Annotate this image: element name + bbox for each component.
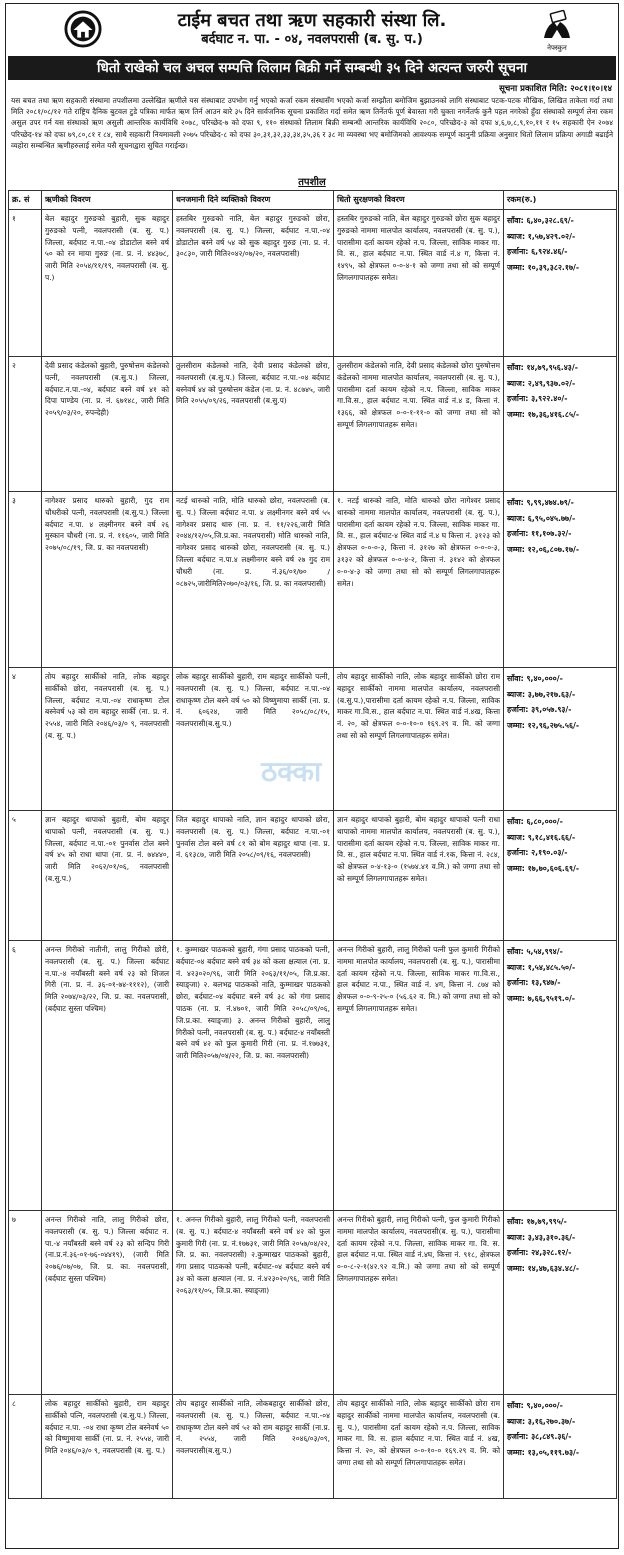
notice-header [6,4,618,56]
row-borrower: नागेश्वर प्रसाद थारुको बुहारी, गुद राम चौधरीको पत्नी, नवलपरासी (ब.सु.प.) जिल्ला बर्दघाट न.पा. ४ लक्ष्मीनगर बस्ने वर्ष २६ मुस्कान चौधरी (ना. प्र. नं. ११६०५, जारी मिति २०७५/०८/१९, जि. प्र. का नवलपरासी) [42,492,173,668]
notice-banner: धितो राखेको चल अचल सम्पत्ति लिलाम बिक्री गर्ने सम्बन्धी ३५ दिने अत्यन्त जरुरी सूचना [8,56,616,80]
amount-interest: ब्याज: ९,१८,४१६.६६/- [507,832,576,842]
amount-interest: ब्याज: ३,१६,२७०.३७/- [507,1416,576,1426]
amount-total: जम्मा: १२,०६,८०७.१७/- [507,544,580,554]
row-guarantor: जित बहादुर थापाको नाति, ज्ञान बहादुर थापाको छोरा, नवलपरासी (ब. सु. प.) जिल्ला, बर्दघाट न.पा.-०१ पुनर्वास टोल बस्ने वर्ष ८१ को बोम बहादुर थापा (ना. प्र. नं. ६१३८७, जारी मिति २०५८/०९/१६, नवलपरासी) [173,811,334,941]
nefscun-caption: नेफ्स्कुन [547,44,567,52]
amount-penalty: हर्जाना: १३,९४७/- [507,978,561,987]
amount-principal: साँवा: ९,९९,४७४.७९/- [507,498,574,507]
table-header-row [9,191,617,210]
row-borrower: देवी प्रसाद कंडेलको बुहारी, पुरुषोत्तम कंडेलको पत्नी, नवलपरासी (ब.सु.प.) जिल्ला, बर्दघाट.न.पा.-०४, बर्दघाट बस्ने वर्ष ४१ को दिपा पाण्डेय (ना. प्र. नं. ६७१४८, जारी मिति २०५९/०३/२०, रुपन्देही) [42,357,173,492]
table-row [9,1395,617,1499]
amount-penalty: हर्जाना: २,१९०.०३/- [507,848,568,857]
row-guarantor: १. अनन्त गिरीको बुहारी, लालु गिरीको पत्नी, नवलपरासी (ब. सु. प.) बर्दघाट-४ नयाँबस्ती बस्ने वर्ष ४२ को फुल कुमारी गिरी (ना. प्र. नं.१७७३१, जारी मिति २०५७/०४/२२, जि. प्र. का. नवलपरासी) २.कुम्माखर पाठकको बुहारी, गंगा प्रसाद पाठकको पत्नी, बर्दघाट-०४ बर्दघाट बस्ने वर्ष ३४ को कला क्षत्याल (ना. प्र. नं.४२३०२०/९६, जारी मिति २०६३/११/०५, जि.प्र.का. स्याङ्जा) [173,1211,334,1395]
row-collateral: १. नटई थारुको नाति, मोति थारुको छोरा नागेश्वर प्रसाद थारुको नाममा मालपोत कार्यालय, नवलपरासी (ब. सु. प.), पारासीमा दर्ता कायम रहेको न.प. जिल्ला, साविक माकर गा. वि. स., हाल बर्दघाट-४ स्थित वार्ड नं.४ घ कित्ता नं. ३१२३ को क्षेत्रफल ०-०-०-३, कित्ता नं. ३१२७ को क्षेत्रफल ०-०-०-३, ३१३२ को क्षेत्रफल ०-०-४-२, कित्ता नं. ३१४२ को क्षेत्रफल ०-०-४-३ को जग्गा तथा सो को सम्पूर्ण लिगलगापातहरू समेत। [334,492,504,668]
table-row [9,492,617,668]
row-amounts [504,1211,617,1395]
row-collateral: अनन्त गिरीको बुहारी, लालु गिरीको पत्नी फुल कुमारी गिरीको नाममा मालपोत कार्यालय, नवलपरासी (ब. सु. प.), पारासीमा दर्ता कायम रहेको न.प. जिल्ला, साविक माकर गा.वि.स., हाल बर्दघाट न.पा., स्थित वार्ड नं. ४ग, कित्ता नं. ८७४ को क्षेत्रफल ०-०-९-२५-० (५६.६२ व. मि.) को जग्गा तथा सो को सम्पूर्ण लिगलगापातहरू समेत। [334,941,504,1211]
row-guarantor: १. कुम्माखर पाठकको बुहारी, गंगा प्रसाद पाठकको पत्नी, बर्दघाट-०४ बर्दघाट बस्ने वर्ष ३४ को कला क्षत्याल (ना. प्र. नं. ४२३०२०/९६, जारी मिति २०६३/११/०५, जि.प्र.का. स्याङ्जा) २. बलभद्र पाठकको नाति, कुम्माखर पाठकको छोरा, बर्दघाट-०४ बर्दघाट बस्ने वर्ष ३८ को गंगा प्रसाद पाठक (ना. प्र. नं.४७०१, जारी मिति २०५८/०९/०६, जि.प्र.का. स्याङ्जा) ३. अनन्त गिरीको बुहारी, लालु गिरीको पत्नी, नवलपरासी (ब. सु. प.) बर्दघाट-४ नयाँबस्ती बस्ने वर्ष ४२ को फुल कुमारी गिरी (ना. प्र. नं.१७७३१, जारी मिति२०५७/०४/२२, जि. प्र. का. नवलपरासी) [173,941,334,1211]
row-amounts [504,1395,617,1499]
row-collateral: तोय बहादुर सार्कीको नाति, लोक बहादुर सार्कीको छोरा राम बहादुर सार्कीको नाममा मालपोत कार्यालय, नवलपरासी (ब.सु.प.),पारासीमा दर्ता कायम रहेको न.प. जिल्ला, साविक माकर गा.वि.स., हाल बर्दघाट न.पा. स्थित वार्ड नं.४ख, कित्ता नं. २०, को क्षेत्रफल ०-०-१०-० १६९.२९ व. मि. को जग्गा तथा सो को सम्पूर्ण लिगलगापातहरू समेत। [334,668,504,811]
col-header-collateral: धितो सुरक्षणको विवरण [334,191,504,210]
col-header-sn: क्र. सं [9,191,42,210]
amount-principal: साँवा: ५,५४,९९४/- [507,947,563,956]
row-amounts [504,210,617,357]
table-row [9,811,617,941]
row-borrower: अनन्त गिरीको नातीनी, लालु गिरीको छोरी, नवलपरासी (ब. सु. प.) जिल्ला बर्दघाट न.पा.-४ नयाँबस्ती बस्ने वर्ष २३ को शिजल गिरी (ना. प्र. नं. ३६-०१-७४-१११२), (जारी मिति २०७४/०३/२२, जि. प्र. का. नवलपरासी, (बर्दघाट सुस्ता पश्चिम) [42,941,173,1211]
amount-total: जम्मा: १७,७०,६०६.६९/- [507,863,580,873]
amount-principal: साँवा: ६,८०,०००/- [507,817,563,826]
amount-total: जम्मा: १३,०५,११९.७३/- [507,1447,580,1457]
amount-penalty: हर्जाना: ६,९२४.४६/- [507,247,568,256]
amount-total: जम्मा: १७,३६,४१६.८५/- [507,409,580,419]
row-borrower: तोय बहादुर सार्कीको नाति, लोक बहादुर सार्कीको छोरा, नवलपरासी (ब. सु. प.) जिल्ला, बर्दघाट न.पा.-०४ राधाकृष्ण टोल बस्नेवर्ष ५३ को राम बहादुर सार्की (ना. प्र. नं. २५५४, जारी मिति २०४६/०३/० ९, नवलपरासी (ब. सु. प.) [42,668,173,811]
amount-interest: ब्याज: ३,७७,२१७.६३/- [507,689,576,699]
row-collateral: अनन्त गिरीको बुहारी, लालु गिरीको पत्नी, फुल कुमारी गिरीको नाममा मालपोत कार्यालय, नवलपरासी(ब. सु. प.), पारासीमा दर्ता कायम रहेको न.प. जिल्ला, साविक माकर गा. वि. स. हाल बर्दघाट न.पा. स्थित वार्ड नं.४घ, कित्ता नं. ९१८, क्षेत्रफल ०-०-८-२-१(४२.९२ व.मि.) को जग्गा तथा सो को सम्पूर्ण लिगलगापातहरू समेत। [334,1211,504,1395]
row-guarantor: नटई थारुको नाति, मोति थारुको छोरा, नवलपरासी (ब. सु. प.) जिल्ला बर्दघाट न.पा. ४ लक्ष्मीनगर बस्ने वर्ष ५५ नागेश्वर प्रसाद थारु (ना. प्र. नं. ११/२२६,जारी मिति २०४४/१२/०५,जि.प्र.का. नवलपरासी) मोति थारुको नाति, नागेश्वर प्रसाद थारुको छोरा, नवलपरासी (ब. सु. प.) जिल्ला बर्दघाट न.पा.४ लक्ष्मीनगर बस्ने वर्ष २७ गुद राम चौधरी (ना. प्र. नं.३६/०१/७० /०८७२५,जारीमिति२०७०/०३/१६, जि. प्र. का नवलपरासी) [173,492,334,668]
amount-interest: ब्याज: ३,४३,३१०.३६/- [507,1232,576,1242]
row-sn: ६ [9,941,42,1211]
amount-principal: साँवा: ९,४०,०००/- [507,1401,563,1410]
amount-interest: ब्याज: १,५७,४२९.०२/- [507,231,576,241]
table-title: तपशील [298,177,326,188]
row-guarantor: तुलसीराम कंडेलको नाति, देवी प्रसाद कंडेलको छोरा, नवलपरासी (ब.सु.प.) जिल्ला, बर्दघाट न.पा.-०४ बर्दघाट बस्नेवर्ष ४४ को पुरुषोत्तम कंडेल (ना. प्र. नं. ४८७४५, जारी मिति २०५५/०९/२६, नवलपरासी (ब.सु.प) [173,357,334,492]
row-borrower: लोक बहादुर सार्कीको बुहारी, राम बहादुर सार्कीको पत्नि, नवलपरासी (ब.सु.प.) जिल्ला, बर्दघाट न.पा. -०४ राधा कृष्ण टोल बस्नेवर्ष ५० को विष्णुमाया सार्की (ना. प्र. नं. २५५४, जारी मिति २०४६/०३/० ९, नवलपरासी (ब. सु. प.) [42,1395,173,1499]
amount-total: जम्मा: ७,६६,९५१९.०/- [507,993,576,1003]
row-collateral: हस्तबिर गुरुङको नाति, बेल बहादुर गुरुङको छोरा सुक बहादुर गुरुङको नाममा मालपोत कार्यालय, नवलपरासी (ब. सु. प.), पारासीमा दर्ता कायम रहेको न.प. जिल्ला, साविक माकर गा. वि. स., हाल बर्दघाट न.पा. स्थित वार्ड नं.४ ग, कित्ता नं. १४९५, को क्षेत्रफल ०-०-४-१ को जग्गा तथा सो को सम्पूर्ण लिगलगापातहरू समेत। [334,210,504,357]
table-row [9,357,617,492]
row-sn: ८ [9,1395,42,1499]
amount-penalty: हर्जाना: २४,३२८.१२/- [507,1248,572,1257]
col-header-amount: रकम(रु.) [504,191,617,210]
row-guarantor: तोय बहादुर सार्कीको नाति, लोकबहादुर सार्कीको छोरा, नवलपरासी (ब. सु. प.) जिल्ला, बर्दघाट न.पा.-०४ राधाकृष्ण टोल बस्ने वर्ष ५२ को राम बहादुर सार्की (ना.प्र. नं. २५५४, जारी मिति २०४६/०३/०९, नवलपरासी(ब.सु.प.) [173,1395,334,1499]
amount-total: जम्मा: १२,९६,२७५.५६/- [507,720,580,730]
row-borrower: अनन्त गिरीको नाति, लालु गिरीको छोरा, नवलपरासी (ब. सु. प.) जिल्ला बर्दघाट न. पा.-४ नयाँबस्ती बस्ने वर्ष २३ को सन्दिप गिरी (ना.प्र.नं.३६-०१-७६-०४४१९), (जारी मिति २०७६/०७/०७, जि. प्र. का. नवलपरासी, (बर्दघाट सुस्ता पश्चिम) [42,1211,173,1395]
row-sn: ४ [9,668,42,811]
row-amounts [504,941,617,1211]
watermark-text: ठक्का [261,755,322,788]
amount-interest: ब्याज: १,५४,४८५.५०/- [507,962,576,972]
row-collateral: तुलसीराम कंडेलको नाति, देवी प्रसाद कंडेलको छोरा पुरुषोत्तम कंडेलको नाममा मालपोत कार्यालय, नवलपरासी (ब. सु. प.), पारासीमा दर्ता कायम रहेको न.प. जिल्ला, साविक माकर गा.वि.स., हाल बर्दघाट न.पा. स्थित वार्ड नं.४ ड, कित्ता नं. १३६६, को क्षेत्रफल ०-०-१-११-० को जग्गा तथा सो को सम्पूर्ण लिगलगापातहरू समेत। [334,357,504,492]
details-section [6,175,618,1499]
amount-penalty: हर्जाना: ३,९२२.४०/- [507,394,568,403]
amount-total: जम्मा: १०,३९,३८२.१७/- [507,262,580,272]
loan-details-table [8,190,617,1499]
nefscun-hands-icon [540,8,574,42]
row-sn: ३ [9,492,42,668]
amount-penalty: हर्जाना: ३८,८४९.३६/- [507,1432,572,1441]
amount-principal: साँवा: १४,७९,९५६.४३/- [507,363,578,372]
publish-date: सूचना प्रकाशित मिति: २०८१।१०।१४ [499,84,612,94]
row-sn: ७ [9,1211,42,1395]
amount-interest: ब्याज: ६,९५,०४५.७७/- [507,513,576,523]
table-row [9,210,617,357]
amount-principal: साँवा: ६,४०,३२८.६९/- [507,216,574,225]
col-header-borrower: ऋणीको विवरण [42,191,173,210]
amount-penalty: हर्जाना: ३९,०५७.९३/- [507,705,572,714]
amount-penalty: हर्जाना: ११,१०७.३२/- [507,529,572,538]
row-sn: १ [9,210,42,357]
table-row [9,1211,617,1395]
row-collateral: ज्ञान बहादुर थापाको बुहारी, बोम बहादुर थापाको पत्नी राधा थापाको नाममा मालपोत कार्यालय, नवलपरासी (ब. सु. प.), पारासीमा दर्ता कायम रहेको न.प. जिल्ला, साविक माकर गा. वि. स., हाल बर्दघाट न.पा. स्थित वार्ड नं.१क, कित्ता नं. २८४, को क्षेत्रफल ०-४-१३-० (१५७४.४१ व.मि.) को जग्गा तथा सो को सम्पूर्ण लिगलगापातहरू समेत। [334,811,504,941]
row-sn: २ [9,357,42,492]
row-sn: ५ [9,811,42,941]
row-guarantor: हस्तबिर गुरुङको नाति, बेल बहादुर गुरुङको छोरा, नवलपरासी (ब. सु. प.) जिल्ला, बर्दघाट न.पा.-०४ डोडाटोल बस्ने वर्ष ५४ को सुक बहादुर गुरुङ (ना. प्र. नं. ३०८३०, जारी मिति२०४२/०७/२०, नवलपरासी) [173,210,334,357]
amount-interest: ब्याज: २,४९,९३७.०२/- [507,378,576,388]
organization-address: बर्दघाट न. पा. - ०४, नवलपरासी (ब. सु. प.) [201,32,423,47]
organization-name: टाईम बचत तथा ऋण सहकारी संस्था लि. [177,10,447,31]
amount-principal: साँवा: ९,४०,०००/- [507,674,563,683]
amount-total: जम्मा: १४,४७,६३४.४८/- [507,1263,580,1273]
row-amounts [504,668,617,811]
row-amounts [504,811,617,941]
row-amounts [504,492,617,668]
table-row [9,941,617,1211]
cooperative-logo-icon [64,10,102,48]
notice-page [5,3,619,1549]
amount-principal: साँवा: १७,७९,९९५/- [507,1217,567,1226]
row-guarantor: लोक बहादुर सार्कीको बुहारी, राम बहादुर सार्कीको पत्नी, नवलपरासी (ब. सु. प.) जिल्ला, बर्दघाट न.पा.-०४ राधाकृष्ण टोल बस्ने वर्ष ५० को विष्णुमाया सार्की (ना. प्र. नं. ६०६२४, जारी मिति २०५८/०८/१५, नवलपरासी(ब.सु.प.) [173,668,334,811]
col-header-guarantor: धनजमानी दिने व्यक्तिको विवरण [173,191,334,210]
intro-paragraph: यस बचत तथा ऋण सहकारी संस्थामा तपशीलमा उल्लेखित ऋणीले यस संस्थाबाट उपभोग गर्नु भएको कर्जा रकम संस्थासँग भएको कर्जा सम्झौता बमोजिम बुझाउनको लागि संस्थाबाट पटक-पटक मौखिक, लिखित ताकेता गर्दा तथा मिति २०८१/०८/१२ गते राष्ट्रिय दैनिक बुटवल टुडे पत्रिका मार्फत ऋण तिर्न आउन बारे ३५ दिने सार्वजनिक सूचना प्रकाशित गर्दा समेत ऋण तिर्नेतर्फ पूर्ण बेवास्ता गरी चुक्ता नगर्नेतर्फ कुनै पहल नगरेको हुँदा संस्थाको सम्पूर्ण लेना रकम असुल उपर गर्न यस संस्थाको ऋण असुली आन्तरिक कार्यविधि २०७८, परिच्छेद-७ को दफा ९, ११० संस्थाको लिलाम बिक्री सम्बन्धी आन्तरिक कार्यविधि २०८०, परिच्छेद-३ को दफा ४,६,७,८,९,१०,११ र १५ सहकारी ऐन २०७४ परिच्छेद-१४ को दफा ७९,८०,८१ र ८४, साथै सहकारी नियमावली २०७५ परिच्छेद-८ को दफा ३०,३१,३२,३३,३४,३५,३६ र ३८ मा व्यवस्था भए बमोजिमको आवश्यक सम्पूर्ण कानुनी प्रक्रिया अनुसार धितो लिलाम प्रक्रिया अगाडी बढाईने व्यहोरा सम्बन्धित ऋणीहरुलाई समेत यसै सूचनाद्वारा सुचित गराईन्छ। [11,96,613,150]
row-amounts [504,357,617,492]
row-collateral: तोय बहादुर सार्कीको नाति, लोक बहादुर सार्कीको छोरा राम बहादुर सार्कीको नाममा मालपोत कार्यालय, नवलपरासी (ब. सु. प.), पारासीमा दर्ता कायम रहेको न.प. जिल्ला, साविक माकर गा. वि. स. हाल बर्दघाट न.पा. स्थित वार्ड नं. ४ख, कित्ता नं. २०, को क्षेत्रफल ०-०-१०-० १६९.२९ व. मि. को जग्गा तथा सो को सम्पूर्ण लिगलगापातहरू समेत। [334,1395,504,1499]
nefscun-logo [534,8,580,54]
row-borrower: बेल बहादुर गुरुङको बुहारी, सुक बहादुर गुरुङको पत्नी, नवलपरासी (ब. सु. प.) जिल्ला, बर्दघाट न.पा.-०४ डोडाटोल बस्ने वर्ष ५० को रन माया गुरुङ (ना. प्र. नं. ४४३७८, जारी मिति २०५४/११/१९, नवलपरासी (ब. सु. प.) [42,210,173,357]
row-borrower: ज्ञान बहादुर थापाको बुहारी, बोम बहादुर थापाको पत्नी, नवलपरासी (ब. सु. प.) जिल्ला, बर्दघाट न.पा.-०१ पुनर्वास टोल बस्ने वर्ष ४५ को राधा थापा (ना. प्र. नं. ७४४४०, जारी मिति २०६२/०१/०६, नवलपरासी (ब.सु.प.) [42,811,173,941]
